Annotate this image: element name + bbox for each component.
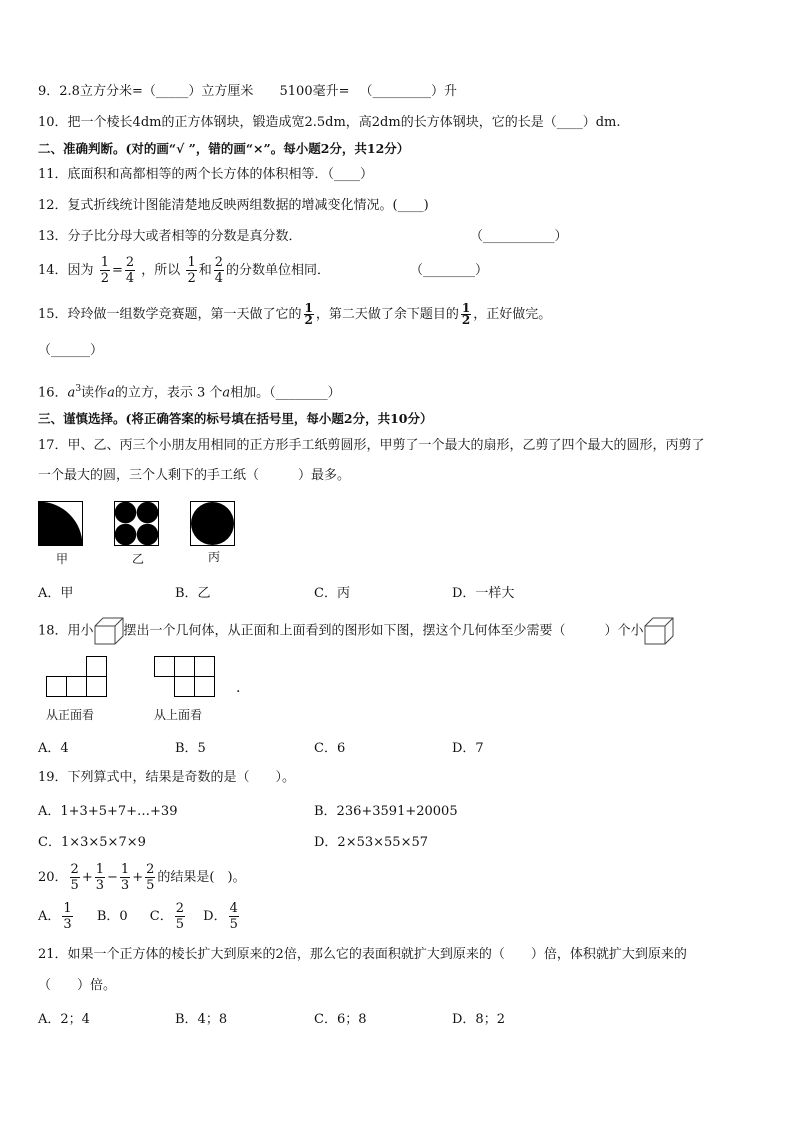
q17-option-d[interactable]: D．一样大 <box>452 586 515 601</box>
figure-label-jia: 甲 <box>56 552 69 566</box>
figure-yi-four-circles <box>114 501 160 547</box>
top-view-caption: 从上面看 <box>154 708 203 722</box>
q9-text-5: ）升 <box>431 84 458 99</box>
q18-option-d[interactable]: D．7 <box>452 741 484 756</box>
figure-jia-quarter-circle <box>38 501 84 547</box>
q17-option-c[interactable]: C．丙 <box>314 586 350 601</box>
q9-text-3: 5100毫升= <box>279 84 350 99</box>
q20-option-d[interactable]: D． $\frac{4}{5}$ <box>203 901 238 932</box>
q21-option-b[interactable]: B．4；8 <box>175 1012 228 1027</box>
q20-fraction-4: $\frac{2}{5}$ <box>146 862 155 893</box>
q10-tail: ）dm. <box>582 115 621 130</box>
q15-text-1: 15．玲玲做一组数学竞赛题，第一天做了它的 <box>38 307 302 322</box>
q16-text-1: 读作 <box>81 385 108 401</box>
q14-fraction-3: $\frac{1}{2}$ <box>187 255 196 286</box>
q16-number: 16． <box>38 385 68 401</box>
q17-option-a[interactable]: A．甲 <box>38 586 74 601</box>
q14-equals: = <box>111 263 123 278</box>
q10-text: 10．把一个棱长4dm的正方体钢块，锻造成宽2.5dm，高2dm的长方体钢块，它的长是（ <box>38 115 557 130</box>
q20-text: 的结果是( )。 <box>157 870 246 885</box>
q16-text-3: 相加。（ <box>230 385 276 401</box>
q14-fraction-4: $\frac{2}{4}$ <box>214 255 224 286</box>
q15-text-2: ，第二天做了余下题目的 <box>315 307 459 322</box>
q21-option-a[interactable]: A．2；4 <box>38 1012 90 1027</box>
q16-text-2: 的立方，表示 3 个 <box>114 385 223 401</box>
q17-line-1: 17．甲、乙、丙三个小朋友用相同的正方形手工纸剪圆形，甲剪了一个最大的扇形，乙剪了四个最大的圆形，丙剪了 <box>38 438 705 453</box>
q15-fraction-2: $\frac{1}{2}$ <box>461 301 471 327</box>
q9-text-1: 2.8立方分米=（ <box>59 84 156 99</box>
q18-text-2: 摆出一个几何体，从正面和上面看到的图形如下图，摆这个几何体至少需要（ ）个小 <box>123 623 644 639</box>
q14-text-3: 的分数单位相同． <box>226 263 331 278</box>
question-18 <box>38 617 674 645</box>
q20-fraction-2: $\frac{1}{3}$ <box>95 862 105 893</box>
question-12 <box>38 197 429 215</box>
q16-exponent: 3 <box>75 384 82 394</box>
q9-text-4: （ <box>359 84 373 99</box>
q21-option-c[interactable]: C．6；8 <box>314 1012 367 1027</box>
q15-fraction-1: $\frac{1}{2}$ <box>304 301 313 327</box>
q12-text: 12．复式折线统计图能清楚地反映两组数据的增减变化情况。( <box>38 198 398 213</box>
question-19: 19．下列算式中，结果是奇数的是（ ）。 <box>38 770 296 785</box>
q18-option-a[interactable]: A．4 <box>38 741 69 756</box>
q14-fraction-1: $\frac{1}{2}$ <box>100 255 109 286</box>
q19-option-a[interactable]: A．1+3+5+7+…+39 <box>38 804 178 819</box>
q18-option-b[interactable]: B．5 <box>175 741 206 756</box>
q11-tail: ） <box>360 167 374 182</box>
q9-number: 9． <box>38 84 60 99</box>
q12-blank[interactable]: ____ <box>397 198 424 213</box>
figure-label-yi: 乙 <box>132 552 145 566</box>
q19-option-d[interactable]: D．2×53×55×57 <box>314 835 428 850</box>
figure-bing-circle <box>190 501 236 547</box>
q20-option-b[interactable]: B．0 <box>96 909 128 924</box>
q14-text-2: ，所以 <box>141 263 181 278</box>
small-cube-icon <box>94 617 124 645</box>
question-20 <box>38 861 246 895</box>
q12-tail: ) <box>423 198 429 213</box>
q9-text-2: ）立方厘米 <box>188 84 254 99</box>
q16-var-a-1: a <box>107 385 115 401</box>
q18-option-c[interactable]: C．6 <box>314 741 346 756</box>
q16-blank[interactable]: ________ <box>275 385 328 401</box>
q21-line-2: （ ）倍。 <box>38 978 117 993</box>
q18-text-1: 18．用小 <box>38 623 94 639</box>
q14-text-1: 14．因为 <box>38 263 94 278</box>
q14-fraction-2: $\frac{2}{4}$ <box>125 255 135 286</box>
question-10 <box>38 114 621 132</box>
q14-answer-paren[interactable]: （________） <box>410 263 489 278</box>
q17-line-2: 一个最大的圆，三个人剩下的手工纸（ ）最多。 <box>38 468 351 483</box>
front-view-caption: 从正面看 <box>46 708 95 722</box>
q20-op-1: + <box>81 870 93 885</box>
q20-option-c[interactable]: C． $\frac{2}{5}$ <box>149 901 185 932</box>
q9-blank-2[interactable]: _________ <box>372 84 432 99</box>
question-13 <box>38 228 302 246</box>
q13-text: 13．分子比分母大或者相等的分数是真分数． <box>38 229 302 244</box>
section-3-title: 三、谨慎选择。(将正确答案的标号填在括号里，每小题2分，共10分） <box>38 411 433 426</box>
q18-period: . <box>236 680 241 696</box>
q16-var-a-2: a <box>222 385 231 401</box>
figure-label-bing: 丙 <box>208 550 221 564</box>
q15-answer-paren[interactable]: （______） <box>38 343 104 358</box>
q20-number: 20． <box>38 870 68 885</box>
q20-options <box>38 900 241 934</box>
q21-option-d[interactable]: D．8；2 <box>452 1012 505 1027</box>
q14-and: 和 <box>198 263 212 278</box>
q20-fraction-3: $\frac{1}{3}$ <box>120 862 130 893</box>
question-14 <box>38 254 330 288</box>
section-2-title: 二、准确判断。(对的画“√ ”，错的画“×”。每小题2分，共12分） <box>38 141 410 156</box>
q10-blank[interactable]: ____ <box>556 115 583 130</box>
small-cube-icon <box>644 617 674 645</box>
q16-tail: ） <box>327 385 341 401</box>
q20-option-a[interactable]: A． $\frac{1}{3}$ <box>38 901 72 932</box>
q20-fraction-1: $\frac{2}{5}$ <box>70 862 79 893</box>
q19-option-b[interactable]: B．236+3591+20005 <box>314 804 458 819</box>
top-view-figure <box>154 656 218 698</box>
q21-line-1: 21．如果一个正方体的棱长扩大到原来的2倍，那么它的表面积就扩大到原来的（ ）倍，体积就扩大到原来的 <box>38 947 687 962</box>
q11-blank[interactable]: ____ <box>334 167 361 182</box>
question-15 <box>38 298 551 332</box>
q9-blank-1[interactable]: _____ <box>155 84 189 99</box>
front-view-figure <box>46 656 110 698</box>
q20-op-3: + <box>132 870 144 885</box>
q19-option-c[interactable]: C．1×3×5×7×9 <box>38 835 146 850</box>
q20-op-2: − <box>107 870 118 885</box>
q13-answer-paren[interactable]: （___________） <box>470 229 568 244</box>
q11-text: 11．底面积和高都相等的两个长方体的体积相等．（ <box>38 167 335 182</box>
q17-option-b[interactable]: B．乙 <box>175 586 211 601</box>
q16-base-a: a <box>67 385 76 401</box>
q15-text-3: ，正好做完。 <box>473 307 552 322</box>
question-9 <box>38 83 457 101</box>
question-11 <box>38 166 373 184</box>
question-16 <box>38 380 341 402</box>
